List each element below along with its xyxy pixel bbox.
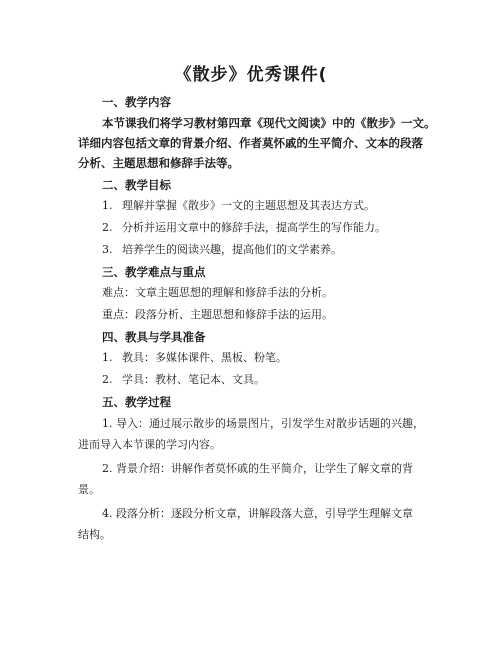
section-paragraph xyxy=(78,113,447,173)
paragraph-line: 分析、主题思想和修辞手法等。 xyxy=(78,156,239,170)
item-line: 2. 背景介绍：讲解作者莫怀戚的生平简介，让学生了解文章的背 xyxy=(102,462,413,475)
item-number: 1. xyxy=(102,351,113,364)
item-line: 结构。 xyxy=(78,528,111,541)
document-body xyxy=(78,92,447,548)
section-materials xyxy=(102,327,447,390)
item-text: 分析并运用文章中的修辞手法，提高学生的写作能力。 xyxy=(122,221,386,234)
item-line: 进而导入本节课的学习内容。 xyxy=(78,438,221,451)
paragraph-line: 本节课我们将学习教材第四章《现代文阅读》中的《散步》一文。 xyxy=(102,116,436,130)
list-item xyxy=(102,370,447,390)
item-line: 1. 导入：通过展示散步的场景图片，引发学生对散步话题的兴趣， xyxy=(102,417,424,430)
section-heading: 一、教学内容 xyxy=(102,95,171,109)
section-heading: 二、教学目标 xyxy=(102,178,171,192)
list-item xyxy=(102,348,447,368)
item-number: 3. xyxy=(102,243,113,256)
list-item xyxy=(102,240,447,260)
list-item: 重点：段落分析、主题思想和修辞手法的运用。 xyxy=(102,308,333,321)
item-number: 2. xyxy=(102,221,113,234)
section-heading: 四、教具与学具准备 xyxy=(102,330,206,344)
item-text: 培养学生的阅读兴趣，提高他们的文学素养。 xyxy=(122,243,342,256)
item-line: 景。 xyxy=(78,483,100,496)
section-teaching-process xyxy=(78,392,447,545)
section-teaching-content xyxy=(78,92,447,173)
list-item xyxy=(78,413,447,455)
item-text: 教具：多媒体课件、黑板、粉笔。 xyxy=(122,351,287,364)
section-difficulties xyxy=(102,262,447,325)
list-item xyxy=(102,218,447,238)
list-item: 难点：文章主题思想的理解和修辞手法的分析。 xyxy=(102,286,333,299)
section-heading: 三、教学难点与重点 xyxy=(102,265,206,279)
list-item xyxy=(78,458,447,500)
document-title: 《散步》优秀课件( xyxy=(174,65,328,85)
paragraph-line: 详细内容包括文章的背景介绍、作者莫怀戚的生平简介、文本的段落 xyxy=(78,136,423,150)
item-number: 2. xyxy=(102,373,113,386)
item-text: 学具：教材、笔记本、文具。 xyxy=(122,373,265,386)
item-text: 理解并掌握《散步》一文的主题思想及其表达方式。 xyxy=(122,199,375,212)
section-teaching-goals xyxy=(102,175,447,260)
item-number: 1. xyxy=(102,199,113,212)
list-item xyxy=(102,196,447,216)
item-line: 4. 段落分析：逐段分析文章，讲解段落大意，引导学生理解文章 xyxy=(102,507,413,520)
section-heading: 五、教学过程 xyxy=(102,395,171,409)
list-item xyxy=(78,503,447,545)
